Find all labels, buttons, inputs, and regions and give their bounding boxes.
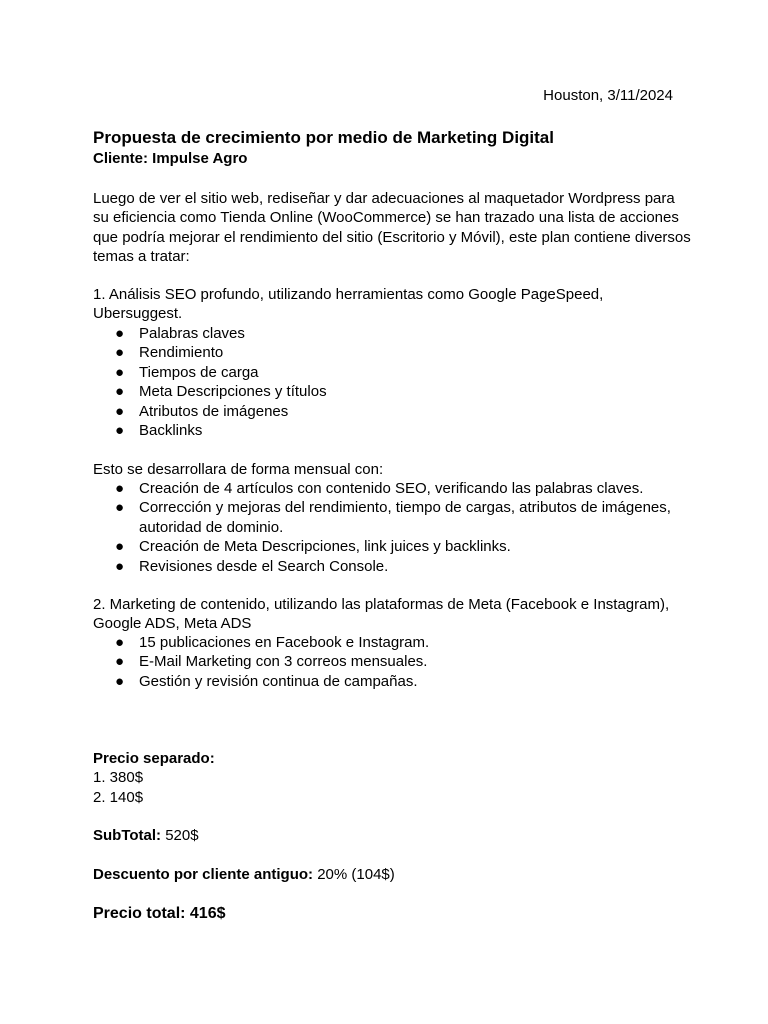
monthly-tasks-list: [93, 479, 673, 576]
list-item: ● Creación de 4 artículos con contenido SEO, verificando las palabras claves.: [115, 480, 644, 497]
bullet-icon: ●: [115, 672, 125, 690]
bullet-icon: ●: [115, 422, 125, 440]
seo-topics-list: [93, 324, 673, 440]
document-date: Houston, 3/11/2024: [543, 87, 673, 104]
discount-line: [93, 865, 395, 884]
price-line-2: 2. 140$: [93, 789, 144, 806]
bullet-icon: ●: [115, 499, 125, 517]
subtotal-line: [93, 826, 199, 845]
price-line-1: 1. 380$: [93, 769, 144, 786]
bullet-icon: ●: [115, 634, 125, 651]
list-item: ● Gestión y revisión continua de campañas.: [115, 672, 418, 690]
monthly-heading: Esto se desarrollara de forma mensual con:: [93, 461, 384, 478]
bullet-icon: ●: [115, 325, 125, 342]
section1-heading: 1. Análisis SEO profundo, utilizando herramientas como Google PageSpeed, Ubersuggest.: [93, 286, 604, 323]
list-item: ● E-Mail Marketing con 3 correos mensuales.: [115, 653, 428, 671]
bullet-icon: ●: [115, 402, 125, 420]
list-item: ● Palabras claves: [115, 325, 245, 342]
subtotal-label: SubTotal:: [93, 827, 162, 844]
content-marketing-list: [93, 633, 673, 691]
list-item: ● 15 publicaciones en Facebook e Instagram.: [115, 634, 430, 651]
list-item: ● Rendimiento: [115, 344, 224, 362]
list-item: ● Revisiones desde el Search Console.: [115, 557, 389, 575]
bullet-icon: ●: [115, 653, 125, 671]
bullet-icon: ●: [115, 557, 125, 575]
intro-paragraph: Luego de ver el sitio web, rediseñar y dar adecuaciones al maquetador Wordpress para su eficiencia como Tienda Online (WooCommerce) se han trazado una lista de acciones que podría mejorar el rendimiento del sitio (Escritorio y Móvil), este plan contiene diversos temas a tratar:: [93, 190, 691, 266]
separate-price-label: Precio separado:: [93, 750, 215, 767]
list-item: ● Tiempos de carga: [115, 363, 259, 381]
list-item: ● Meta Descripciones y títulos: [115, 383, 327, 401]
bullet-icon: ●: [115, 344, 125, 362]
bullet-icon: ●: [115, 363, 125, 381]
discount-value: 20% (104$): [313, 866, 395, 883]
list-item: ● Backlinks: [115, 422, 203, 440]
bullet-icon: ●: [115, 383, 125, 401]
client-name: Cliente: Impulse Agro: [93, 150, 248, 167]
list-item: ● Corrección y mejoras del rendimiento, tiempo de cargas, atributos de imágenes, autoridad de dominio.: [115, 499, 671, 536]
discount-label: Descuento por cliente antiguo:: [93, 866, 314, 883]
bullet-icon: ●: [115, 480, 125, 497]
total-price: Precio total: 416$: [93, 905, 226, 922]
bullet-icon: ●: [115, 538, 125, 556]
list-item: ● Atributos de imágenes: [115, 402, 289, 420]
section2-heading: 2. Marketing de contenido, utilizando las plataformas de Meta (Facebook e Instagram), Google ADS, Meta ADS: [93, 596, 670, 633]
list-item: ● Creación de Meta Descripciones, link juices y backlinks.: [115, 538, 511, 556]
document-title: Propuesta de crecimiento por medio de Marketing Digital: [93, 128, 554, 147]
subtotal-value: 520$: [161, 827, 199, 844]
